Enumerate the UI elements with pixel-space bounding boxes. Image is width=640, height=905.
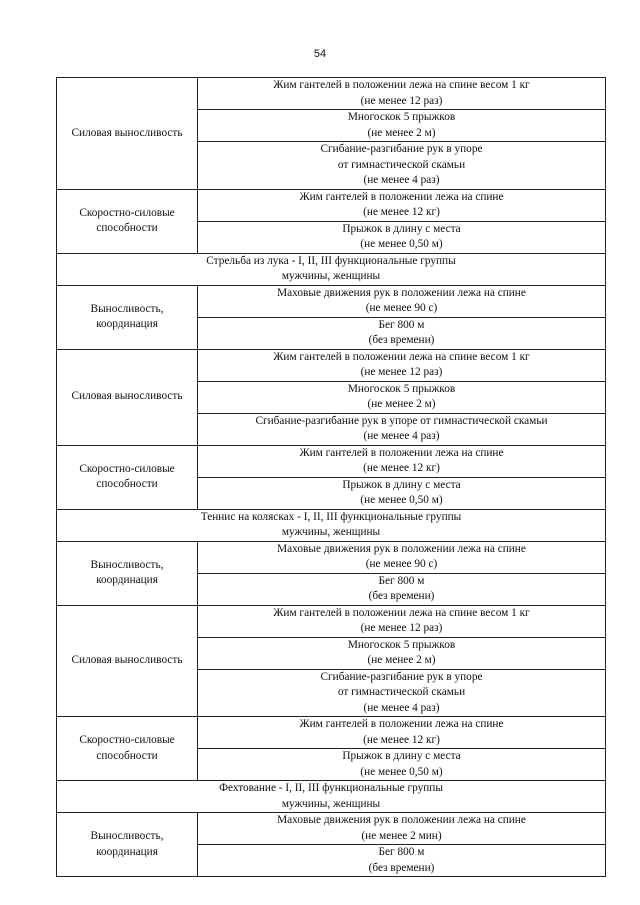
quality-line: Выносливость, (90, 302, 164, 315)
exercise-line: (не менее 2 м) (367, 126, 436, 139)
exercise-line: (не менее 4 раз) (363, 174, 440, 186)
exercise-cell (198, 749, 606, 781)
exercise-line: (не менее 90 с) (365, 558, 438, 570)
exercise-line: Маховые движения рук в положении лежа на спине (277, 814, 526, 826)
quality-line: Скоростно-силовые (79, 734, 175, 746)
exercise-line: Жим гантелей в положении лежа на спине (299, 190, 504, 203)
exercise-line: (не менее 2 м) (367, 654, 436, 666)
exercise-line: от гимнастической скамьи (337, 686, 466, 698)
quality-cell (57, 285, 198, 349)
quality-line: Силовая выносливость (71, 390, 183, 403)
exercise-line: Многоскок 5 прыжков (347, 111, 456, 123)
exercise-line: Сгибание-разгибание рук в упоре от гимнастической скамьи (255, 414, 548, 427)
quality-line: координация (96, 318, 158, 330)
quality-line: способности (96, 222, 158, 234)
table-row (57, 605, 606, 637)
quality-line: Выносливость, (90, 558, 164, 571)
exercise-line: Маховые движения рук в положении лежа на спине (277, 542, 526, 555)
exercise-line: (не менее 2 мин) (361, 829, 442, 842)
quality-cell (57, 445, 198, 509)
exercise-line: (не менее 12 раз) (360, 366, 443, 378)
exercise-cell (198, 285, 606, 317)
section-title-line: Стрельба из лука - I, II, III функциональные группы (206, 254, 456, 267)
quality-cell (57, 189, 198, 253)
quality-line: Скоростно-силовые (79, 462, 175, 475)
exercise-line: Бег 800 м (378, 574, 425, 587)
section-title (57, 781, 606, 813)
exercise-line: Жим гантелей в положении лежа на спине (299, 446, 504, 459)
exercise-cell (198, 477, 606, 509)
exercise-line: Бег 800 м (378, 318, 425, 331)
table-row (57, 445, 606, 477)
exercise-line: Прыжок в длину с места (342, 750, 461, 762)
exercise-line: Сгибание-разгибание рук в упоре (320, 670, 483, 683)
exercise-line: (без времени) (368, 590, 435, 602)
exercise-cell (198, 413, 606, 445)
exercise-line: (не менее 90 с) (365, 302, 438, 314)
exercise-line: Бег 800 м (378, 846, 425, 858)
quality-line: Выносливость, (90, 830, 164, 842)
exercise-cell (198, 813, 606, 845)
exercise-cell (198, 142, 606, 190)
exercise-line: (не менее 4 раз) (363, 430, 440, 442)
exercise-line: (не менее 12 кг) (363, 206, 440, 218)
exercise-line: (не менее 12 раз) (360, 94, 443, 107)
exercise-line: (без времени) (368, 334, 435, 346)
quality-line: координация (96, 574, 158, 586)
exercise-line: (не менее 12 кг) (363, 733, 440, 746)
exercise-cell (198, 541, 606, 573)
exercise-cell (198, 573, 606, 605)
exercise-cell (198, 717, 606, 749)
exercise-line: Жим гантелей в положении лежа на спине весом 1 кг (273, 350, 530, 363)
exercise-cell (198, 189, 606, 221)
exercise-line: Жим гантелей в положении лежа на спине весом 1 кг (273, 606, 530, 619)
exercise-line: Многоскок 5 прыжков (347, 382, 456, 395)
table-row (57, 189, 606, 221)
quality-cell (57, 541, 198, 605)
exercise-cell (198, 637, 606, 669)
exercise-line: от гимнастической скамьи (337, 158, 466, 171)
section-title-line: мужчины, женщины (281, 270, 381, 282)
table-row (57, 813, 606, 845)
quality-cell (57, 813, 198, 877)
exercise-line: (без времени) (368, 861, 435, 874)
exercise-line: (не менее 2 м) (367, 398, 436, 410)
table-row (57, 349, 606, 381)
exercise-line: (не менее 0,50 м) (360, 765, 443, 778)
exercise-cell (198, 78, 606, 110)
quality-line: координация (96, 845, 158, 858)
quality-line: способности (96, 749, 158, 762)
quality-cell (57, 349, 198, 445)
quality-line: Скоростно-силовые (79, 206, 175, 219)
exercise-cell (198, 845, 606, 877)
section-row (57, 253, 606, 285)
section-title-line: Теннис на колясках - I, II, III функциональные группы (200, 510, 462, 523)
exercise-line: Маховые движения рук в положении лежа на спине (277, 286, 526, 299)
exercise-line: (не менее 0,50 м) (360, 494, 443, 506)
exercise-cell (198, 669, 606, 717)
exercise-cell (198, 221, 606, 253)
exercise-cell (198, 445, 606, 477)
exercise-line: Сгибание-разгибание рук в упоре (320, 143, 483, 155)
exercise-line: Прыжок в длину с места (342, 478, 461, 491)
exercise-line: Прыжок в длину с места (342, 222, 461, 235)
norms-table-body (57, 78, 606, 877)
exercise-cell (198, 317, 606, 349)
page-number: 54 (313, 48, 327, 60)
section-title (57, 253, 606, 285)
section-title-line: Фехтование - I, II, III функциональные группы (219, 782, 443, 794)
table-row (57, 78, 606, 110)
exercise-line: (не менее 0,50 м) (360, 238, 443, 250)
quality-line: Силовая выносливость (71, 654, 183, 666)
quality-cell (57, 78, 198, 190)
quality-cell (57, 605, 198, 717)
section-title-line: мужчины, женщины (281, 797, 381, 810)
exercise-line: (не менее 12 раз) (360, 622, 443, 634)
table-row (57, 717, 606, 749)
quality-cell (57, 717, 198, 781)
exercise-line: Многоскок 5 прыжков (347, 638, 456, 651)
exercise-line: (не менее 4 раз) (363, 701, 440, 714)
exercise-cell (198, 349, 606, 381)
section-title-line: мужчины, женщины (281, 526, 381, 538)
exercise-line: Жим гантелей в положении лежа на спине (299, 718, 504, 730)
table-row (57, 541, 606, 573)
exercise-cell (198, 381, 606, 413)
norms-table (56, 77, 606, 877)
exercise-line: (не менее 12 кг) (363, 462, 440, 474)
quality-line: Силовая выносливость (71, 126, 183, 139)
exercise-line: Жим гантелей в положении лежа на спине весом 1 кг (273, 79, 530, 91)
section-row (57, 509, 606, 541)
exercise-cell (198, 110, 606, 142)
table-row (57, 285, 606, 317)
section-title (57, 509, 606, 541)
section-row (57, 781, 606, 813)
exercise-cell (198, 605, 606, 637)
quality-line: способности (96, 478, 158, 490)
